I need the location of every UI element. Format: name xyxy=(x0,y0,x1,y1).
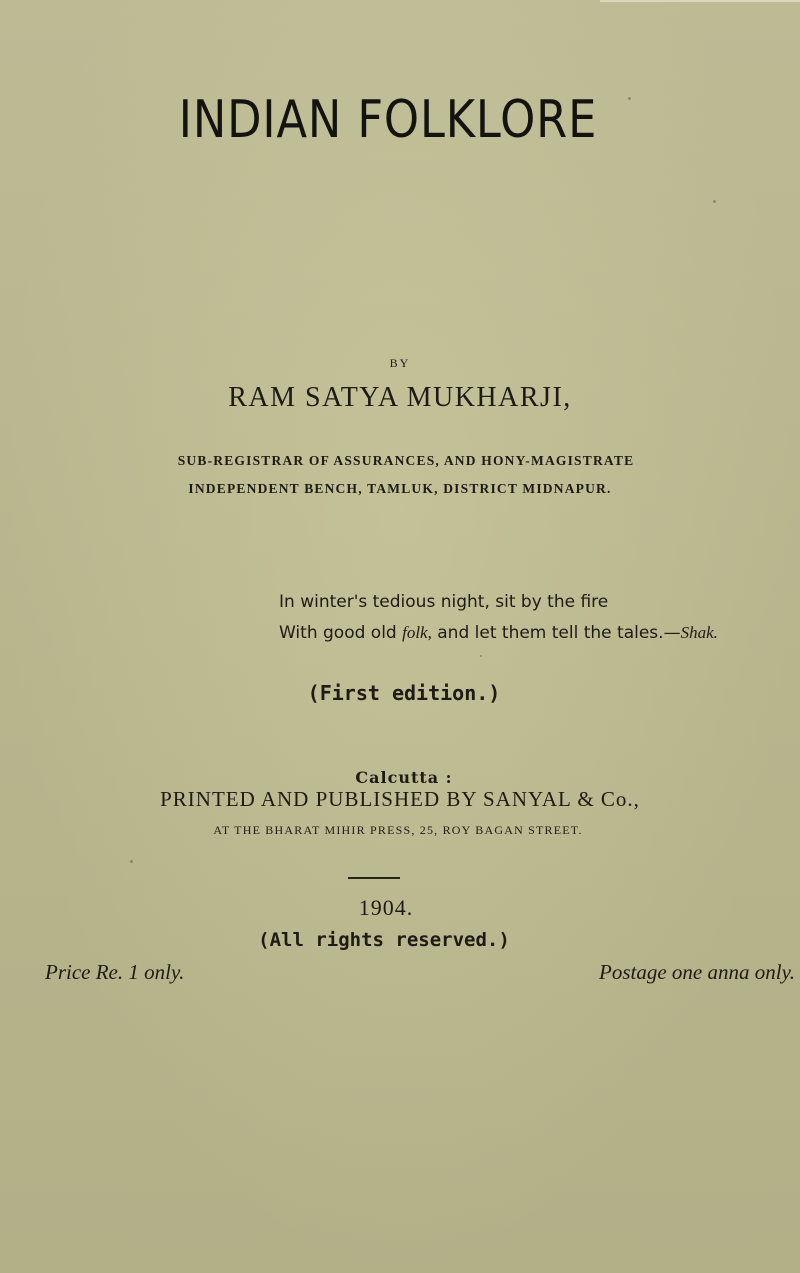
author-name: RAM SATYA MUKHARJI, xyxy=(228,382,572,413)
paper-speck xyxy=(628,97,631,100)
author-role-1: SUB-REGISTRAR OF ASSURANCES, AND HONY-MAGISTRATE xyxy=(177,453,635,468)
rights-notice: (All rights reserved.) xyxy=(258,929,510,951)
page-edge-rule xyxy=(600,0,800,2)
paper-speck xyxy=(130,860,133,863)
author-role-2: INDEPENDENT BENCH, TAMLUK, DISTRICT MIDNAPUR. xyxy=(188,481,612,496)
book-title: INDIAN FOLKLORE xyxy=(178,90,598,150)
epigraph-text-start: With good old xyxy=(279,623,403,643)
press-address: AT THE BHARAT MIHIR PRESS, 25, ROY BAGAN STREET. xyxy=(213,823,583,837)
epigraph-italic-word: folk, xyxy=(402,623,432,642)
byline: BY xyxy=(389,356,411,370)
divider-rule xyxy=(348,877,400,879)
epigraph-attribution: Shak. xyxy=(680,623,718,642)
paper-speck xyxy=(713,200,716,203)
postage-note: Postage one anna only. xyxy=(599,960,795,984)
publication-year: 1904. xyxy=(358,895,414,920)
publisher-line: PRINTED AND PUBLISHED BY SANYAL & Co., xyxy=(160,787,640,811)
edition-note: (First edition.) xyxy=(307,681,501,705)
epigraph-line-2 xyxy=(279,623,718,643)
epigraph-line-1: In winter's tedious night, sit by the fire xyxy=(279,592,609,612)
publication-city: Calcutta : xyxy=(355,768,453,787)
paper-speck xyxy=(480,655,482,657)
price-note: Price Re. 1 only. xyxy=(45,960,185,984)
epigraph-text-middle: and let them tell the tales.— xyxy=(431,623,681,643)
